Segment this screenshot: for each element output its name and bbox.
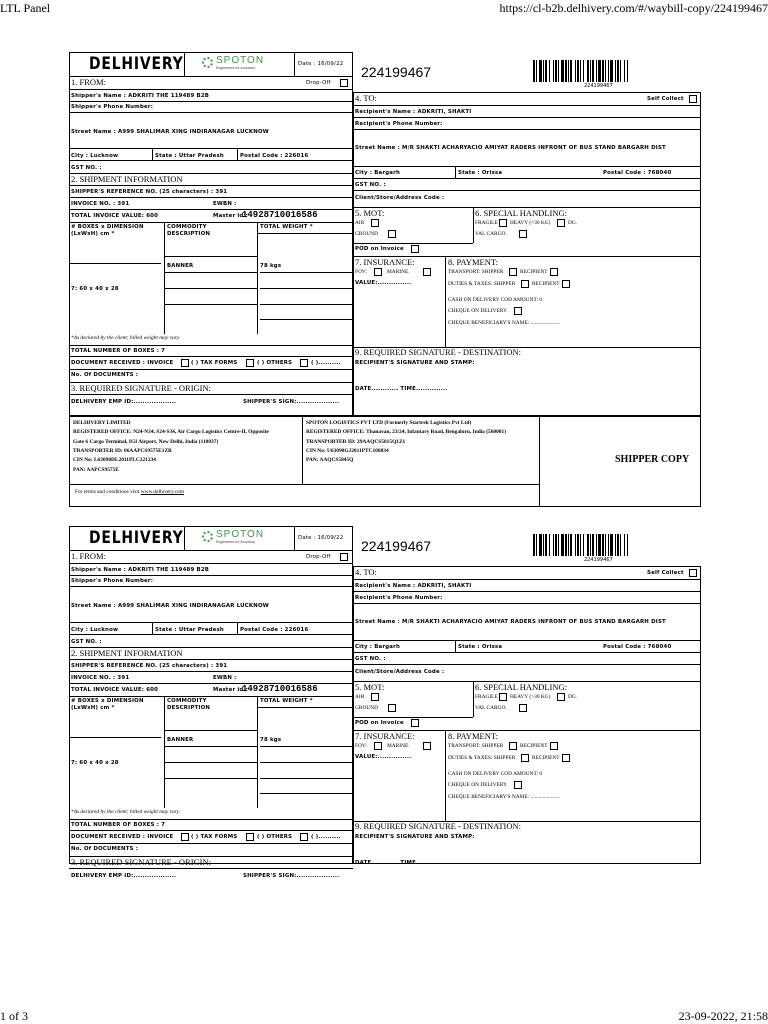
cheque-on-delivery-label: CHEQUE ON DELIVERY — [448, 308, 507, 314]
invoice-checkbox[interactable] — [181, 833, 189, 841]
spoton-logo-icon — [202, 531, 213, 542]
transport-shipper-checkbox[interactable] — [509, 268, 517, 276]
tax-forms-label: ( ) TAX FORMS — [191, 360, 238, 366]
total-boxes: TOTAL NUMBER OF BOXES : 7 — [71, 822, 166, 828]
transport-recipient-label: RECIPIENT — [520, 743, 548, 749]
right-column — [353, 92, 701, 416]
right-column — [353, 566, 701, 864]
shipper-state: State : Uttar Pradesh — [155, 153, 224, 159]
valcargo-checkbox[interactable] — [519, 230, 527, 238]
shipper-postal: Postal Code : 226016 — [240, 627, 309, 633]
transport-shipper-label: TRANSPORT: SHIPPER — [448, 743, 504, 749]
num-documents: No. Of DOCUMENTS : — [71, 846, 139, 852]
cheque-on-delivery-label: CHEQUE ON DELIVERY — [448, 782, 507, 788]
shipper-street: Street Name : A999 SHALIMAR XING INDIRANAGAR LUCKNOW — [71, 603, 269, 609]
transport-recipient-checkbox[interactable] — [550, 742, 558, 750]
footer-right-line: PAN: AAQCS5845Q — [306, 457, 354, 464]
dropoff-label: Drop-Off — [306, 80, 331, 86]
dropoff-checkbox[interactable] — [340, 553, 348, 561]
recipient-signature: RECIPIENT'S SIGNATURE AND STAMP: — [355, 834, 475, 840]
barcode-bar — [628, 534, 629, 556]
barcode-bar — [628, 60, 629, 82]
footer-left-line: REGISTERED OFFICE: N24-N34, S24-S34, Air Cargo Logistics Centre-II, Opposite — [73, 429, 269, 436]
payment-heading: 8. PAYMENT: — [448, 731, 498, 741]
others-label: ( ) OTHERS — [257, 360, 293, 366]
spoton-logo: SPOTON Engineered for Accuracy — [216, 55, 265, 70]
footer-left-line: Gate 6 Cargo Terminal, IGI Airport, New Delhi, India (110037) — [73, 438, 219, 445]
valcargo-label: VAL CARGO. — [475, 231, 507, 237]
awb-number: 224199467 — [361, 64, 432, 80]
tax-forms-checkbox[interactable] — [246, 359, 254, 367]
recipient-signature: RECIPIENT'S SIGNATURE AND STAMP: — [355, 360, 475, 366]
fov-checkbox[interactable] — [374, 268, 382, 276]
col-boxes-dimension: # BOXES x DIMENSION — [71, 224, 144, 230]
mot-air-checkbox[interactable] — [371, 219, 379, 227]
shipper-copy-label: SHIPPER COPY — [615, 454, 690, 465]
client-store-code: Client/Store/Address Code : — [355, 669, 445, 675]
selfcollect-checkbox[interactable] — [689, 95, 697, 103]
master-id-label: Master id : — [213, 687, 248, 693]
date-time-line: DATE............ TIME.............. — [355, 386, 448, 392]
commodity-value: BANNER — [167, 737, 194, 743]
valcargo-checkbox[interactable] — [519, 704, 527, 712]
valcargo-label: VAL CARGO. — [475, 705, 507, 711]
col-commodity-desc: DESCRIPTION — [167, 705, 211, 711]
insurance-heading: 7. INSURANCE: — [355, 731, 415, 741]
cheque-beneficiary: CHEQUE BENEFICIARY'S NAME: ...................... — [448, 794, 561, 800]
recipient-street: Street Name : M/R SHAKTI ACHARYACIO AMIYAT RADERS INFRONT OF BUS STAND BARGARH DIST — [355, 145, 666, 151]
mot-heading: 5. MOT: — [355, 682, 385, 692]
col-boxes-units: (LxWxH) cm * — [71, 231, 115, 237]
insurance-value: VALUE:............... — [355, 754, 412, 760]
origin-heading: 3. REQUIRED SIGNATURE - ORIGIN: — [71, 857, 212, 867]
shipper-state: State : Uttar Pradesh — [155, 627, 224, 633]
marine-label: MARINE. — [387, 743, 410, 749]
spoton-logo-icon — [202, 57, 213, 68]
col-total-weight: TOTAL WEIGHT * — [260, 698, 313, 704]
others-label: ( ) OTHERS — [257, 834, 293, 840]
selfcollect-label: Self Collect — [647, 570, 684, 576]
fov-label: FOV: — [355, 743, 367, 749]
declared-note: *As declared by the client; billed weight may vary. — [71, 335, 181, 341]
terms-link[interactable]: www.delhivery.com — [140, 489, 185, 495]
footer-right-line: REGISTERED OFFICE: Thanavan, 23/24, Infantary Road, Bengaluru, India (560001) — [306, 429, 506, 436]
heavy-label: HEAVY (>30 KG) — [510, 220, 551, 226]
to-heading: 4. TO: — [355, 567, 377, 577]
pod-label: POD on Invoice — [355, 720, 404, 726]
col-commodity: COMMODITY — [167, 224, 207, 230]
recipient-city: City : Bargarh — [355, 644, 401, 650]
shipper-sign: SHIPPER'S SIGN:................... — [243, 873, 340, 879]
fragile-checkbox[interactable] — [499, 693, 507, 701]
marine-checkbox[interactable] — [423, 268, 431, 276]
origin-heading: 3. REQUIRED SIGNATURE - ORIGIN: — [71, 383, 212, 393]
shipper-street: Street Name : A999 SHALIMAR XING INDIRANAGAR LUCKNOW — [71, 129, 269, 135]
cheque-checkbox[interactable] — [514, 307, 522, 315]
shipper-phone: Shipper's Phone Number: — [71, 104, 154, 110]
cheque-beneficiary: CHEQUE BENEFICIARY'S NAME: ...................... — [448, 320, 561, 326]
print-datetime: 23-09-2022, 21:58 — [678, 1009, 768, 1023]
terms-line: For terms and conditions visit www.delhivery.com — [75, 489, 185, 495]
documents-received: DOCUMENT RECEIVED : INVOICE — [71, 360, 174, 366]
pod-checkbox[interactable] — [411, 719, 419, 727]
recipient-street: Street Name : M/R SHAKTI ACHARYACIO AMIYAT RADERS INFRONT OF BUS STAND BARGARH DIST — [355, 619, 666, 625]
shipper-reference: SHIPPER'S REFERENCE NO. (25 characters) : 391 — [71, 663, 228, 669]
shipper-city: City : Lucknow — [71, 627, 119, 633]
tax-forms-checkbox[interactable] — [246, 833, 254, 841]
shipper-sign: SHIPPER'S SIGN:................... — [243, 399, 340, 405]
ewbn: EWBN : — [213, 675, 237, 681]
invoice-number: INVOICE NO. : 391 — [71, 675, 130, 681]
col-boxes-dimension: # BOXES x DIMENSION — [71, 698, 144, 704]
cod-line: CASH ON DELIVERY COD AMOUNT: 0 — [448, 771, 543, 777]
browser-page-title: LTL Panel — [0, 1, 51, 15]
browser-url[interactable]: https://cl-b2b.delhivery.com/#/waybill-copy/224199467 — [499, 1, 768, 15]
weight-value: 78 kgs — [260, 263, 282, 269]
dimension-value: 7: 60 x 40 x 28 — [71, 760, 119, 766]
declared-note: *As declared by the client; billed weight may vary. — [71, 809, 181, 815]
footer-left-line: TRANSPORTER ID: 06AAPCS9575E1ZR — [73, 447, 172, 454]
recipient-postal: Postal Code : 768040 — [603, 170, 672, 176]
from-heading: 1. FROM: — [71, 551, 106, 561]
spoton-logo: SPOTON Engineered for Accuracy — [216, 529, 265, 544]
handling-heading: 6. SPECIAL HANDLING: — [475, 682, 568, 692]
recipient-name: Recipient's Name : ADKRITI, SHAKTI — [355, 583, 472, 589]
duties-recipient-label: RECIPIENT — [532, 755, 560, 761]
awb-number: 224199467 — [361, 538, 432, 554]
duties-recipient-checkbox[interactable] — [562, 754, 570, 762]
recipient-state: State : Orissa — [458, 644, 503, 650]
invoice-value: TOTAL INVOICE VALUE: 600 — [71, 213, 159, 219]
shipper-gst: GST NO. : — [71, 165, 102, 171]
recipient-phone: Recipient's Phone Number: — [355, 121, 443, 127]
transport-shipper-label: TRANSPORT: SHIPPER — [448, 269, 504, 275]
duties-shipper-checkbox[interactable] — [521, 754, 529, 762]
heavy-checkbox[interactable] — [557, 219, 565, 227]
duties-shipper-label: DUTIES & TAXES: SHIPPER — [448, 755, 516, 761]
marine-label: MARINE. — [387, 269, 410, 275]
footer-left-line: PAN: AAPCS9575E — [73, 466, 119, 473]
dg-label: DG. — [568, 220, 578, 226]
mot-heading: 5. MOT: — [355, 208, 385, 218]
mot-ground-label: GROUND — [355, 231, 379, 237]
dimension-value: 7: 60 x 40 x 28 — [71, 286, 119, 292]
fov-label: FOV: — [355, 269, 367, 275]
footer-right-line: SPOTON LOGISTICS PVT LTD (Formerly Startrek Logistics Pvt Ltd) — [306, 420, 472, 426]
delhivery-emp-id: DELHIVERY EMP ID:................... — [71, 399, 177, 405]
pod-checkbox[interactable] — [411, 245, 419, 253]
commodity-value: BANNER — [167, 263, 194, 269]
shipment-heading: 2. SHIPMENT INFORMATION — [71, 648, 183, 658]
transport-shipper-checkbox[interactable] — [509, 742, 517, 750]
others-checkbox[interactable] — [300, 359, 308, 367]
mot-air-checkbox[interactable] — [371, 693, 379, 701]
footer-left-line: DELHIVERY LIMITED — [73, 420, 131, 426]
recipient-gst: GST NO. : — [355, 182, 386, 188]
weight-value: 78 kgs — [260, 737, 282, 743]
cheque-checkbox[interactable] — [514, 781, 522, 789]
master-id: 14928710016586 — [242, 210, 318, 220]
delhivery-logo: DELHIVERY — [89, 54, 184, 74]
destination-heading: 9. REQUIRED SIGNATURE - DESTINATION: — [355, 821, 521, 831]
delhivery-logo: DELHIVERY — [89, 528, 184, 548]
footer-right-line: TRANSPORTER ID: 29AAQCS5815Q1Z1 — [306, 438, 406, 445]
barcode-number: 224199467 — [584, 557, 613, 563]
documents-received: DOCUMENT RECEIVED : INVOICE — [71, 834, 174, 840]
ewbn: EWBN : — [213, 201, 237, 207]
barcode — [533, 60, 629, 82]
fragile-checkbox[interactable] — [499, 219, 507, 227]
cod-line: CASH ON DELIVERY COD AMOUNT: 0 — [448, 297, 543, 303]
date-time-line: DATE............ TIME.............. — [355, 860, 448, 866]
handling-heading: 6. SPECIAL HANDLING: — [475, 208, 568, 218]
invoice-checkbox[interactable] — [181, 359, 189, 367]
num-documents: No. Of DOCUMENTS : — [71, 372, 139, 378]
insurance-value: VALUE:............... — [355, 280, 412, 286]
selfcollect-label: Self Collect — [647, 96, 684, 102]
mot-ground-checkbox[interactable] — [388, 230, 396, 238]
shipper-city: City : Lucknow — [71, 153, 119, 159]
mot-ground-label: GROUND — [355, 705, 379, 711]
recipient-gst: GST NO. : — [355, 656, 386, 662]
duties-shipper-checkbox[interactable] — [521, 280, 529, 288]
client-store-code: Client/Store/Address Code : — [355, 195, 445, 201]
barcode — [533, 534, 629, 556]
heavy-checkbox[interactable] — [557, 693, 565, 701]
footer-right-line: CIN No: U63090GJ2011PTC108834 — [306, 447, 389, 454]
others-blank: ( ).......... — [311, 834, 341, 840]
insurance-heading: 7. INSURANCE: — [355, 257, 415, 267]
duties-shipper-label: DUTIES & TAXES: SHIPPER — [448, 281, 516, 287]
destination-heading: 9. REQUIRED SIGNATURE - DESTINATION: — [355, 347, 521, 357]
payment-heading: 8. PAYMENT: — [448, 257, 498, 267]
recipient-postal: Postal Code : 768040 — [603, 644, 672, 650]
dropoff-label: Drop-Off — [306, 554, 331, 560]
master-id-label: Master id : — [213, 213, 248, 219]
shipment-heading: 2. SHIPMENT INFORMATION — [71, 174, 183, 184]
to-heading: 4. TO: — [355, 93, 377, 103]
shipper-name: Shipper's Name : ADKRITI THE 119489 B2B — [71, 567, 210, 573]
master-id: 14928710016586 — [242, 684, 318, 694]
duties-recipient-label: RECIPIENT — [532, 281, 560, 287]
dropoff-checkbox[interactable] — [340, 79, 348, 87]
transport-recipient-checkbox[interactable] — [550, 268, 558, 276]
mot-ground-checkbox[interactable] — [388, 704, 396, 712]
footer-left-line: CIN No: L63090DL2011PLC221234 — [73, 457, 156, 464]
fragile-label: FRAGILE — [475, 220, 498, 226]
others-checkbox[interactable] — [300, 833, 308, 841]
fov-checkbox[interactable] — [374, 742, 382, 750]
mot-air-label: AIR — [355, 220, 365, 226]
selfcollect-checkbox[interactable] — [689, 569, 697, 577]
col-boxes-units: (LxWxH) cm * — [71, 705, 115, 711]
total-boxes: TOTAL NUMBER OF BOXES : 7 — [71, 348, 166, 354]
from-heading: 1. FROM: — [71, 77, 106, 87]
waybill-date: Date : 16/09/22 — [298, 535, 344, 541]
pod-label: POD on Invoice — [355, 246, 404, 252]
delhivery-emp-id: DELHIVERY EMP ID:................... — [71, 873, 177, 879]
shipper-phone: Shipper's Phone Number: — [71, 578, 154, 584]
recipient-state: State : Orissa — [458, 170, 503, 176]
col-total-weight: TOTAL WEIGHT * — [260, 224, 313, 230]
shipper-name: Shipper's Name : ADKRITI THE 119489 B2B — [71, 93, 210, 99]
fragile-label: FRAGILE — [475, 694, 498, 700]
mot-air-label: AIR — [355, 694, 365, 700]
waybill-date: Date : 16/09/22 — [298, 61, 344, 67]
recipient-name: Recipient's Name : ADKRITI, SHAKTI — [355, 109, 472, 115]
col-commodity-desc: DESCRIPTION — [167, 231, 211, 237]
page-number: 1 of 3 — [0, 1009, 28, 1023]
invoice-value: TOTAL INVOICE VALUE: 600 — [71, 687, 159, 693]
transport-recipient-label: RECIPIENT — [520, 269, 548, 275]
recipient-phone: Recipient's Phone Number: — [355, 595, 443, 601]
shipper-gst: GST NO. : — [71, 639, 102, 645]
dg-label: DG. — [568, 694, 578, 700]
heavy-label: HEAVY (>30 KG) — [510, 694, 551, 700]
col-commodity: COMMODITY — [167, 698, 207, 704]
others-blank: ( ).......... — [311, 360, 341, 366]
shipper-postal: Postal Code : 226016 — [240, 153, 309, 159]
recipient-city: City : Bargarh — [355, 170, 401, 176]
duties-recipient-checkbox[interactable] — [562, 280, 570, 288]
barcode-number: 224199467 — [584, 83, 613, 89]
shipper-reference: SHIPPER'S REFERENCE NO. (25 characters) : 391 — [71, 189, 228, 195]
marine-checkbox[interactable] — [423, 742, 431, 750]
tax-forms-label: ( ) TAX FORMS — [191, 834, 238, 840]
invoice-number: INVOICE NO. : 391 — [71, 201, 130, 207]
